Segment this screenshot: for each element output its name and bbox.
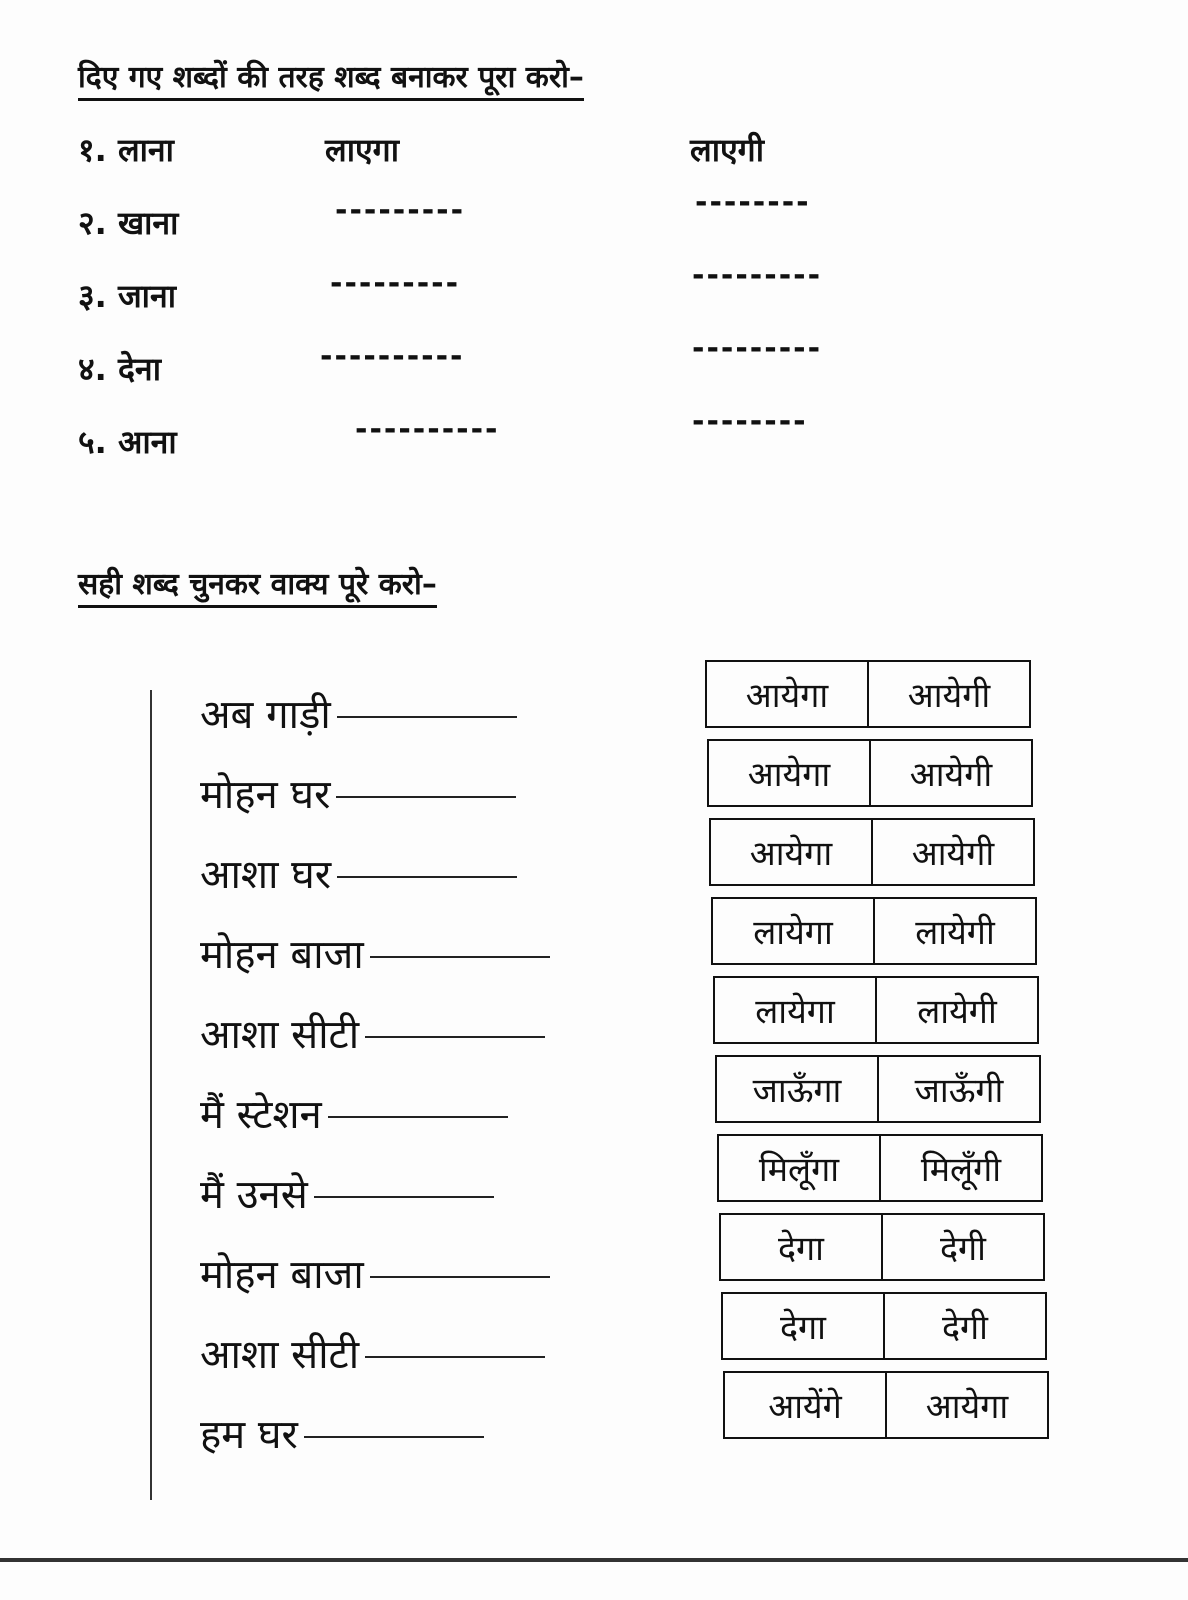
- fill-blank-line[interactable]: [328, 1116, 508, 1118]
- option-feminine[interactable]: देगी: [941, 1308, 988, 1348]
- option-feminine[interactable]: आयेगी: [911, 834, 995, 874]
- row-number: ४.: [78, 350, 107, 388]
- option-box: [713, 976, 1039, 1044]
- example-answer: लाएगी: [690, 131, 764, 169]
- option-masculine[interactable]: आयेंगे: [725, 1373, 887, 1437]
- fill-blank-line[interactable]: [337, 876, 517, 878]
- sentence-text: मोहन बाजा: [200, 1252, 364, 1298]
- section1-title: दिए गए शब्दों की तरह शब्द बनाकर पूरा करो–: [78, 55, 584, 101]
- option-masculine[interactable]: लायेगा: [715, 978, 877, 1042]
- option-box: [721, 1292, 1047, 1360]
- fill-blank-line[interactable]: [314, 1196, 494, 1198]
- option-box: [723, 1371, 1049, 1439]
- exercise-row: [78, 201, 178, 244]
- option-masculine[interactable]: आयेगा: [709, 741, 871, 805]
- option-box: [709, 818, 1035, 886]
- option-feminine[interactable]: लायेगी: [917, 992, 997, 1032]
- option-masculine[interactable]: आयेगा: [707, 662, 869, 726]
- sentence-text: अब गाड़ी: [200, 692, 331, 738]
- option-masculine[interactable]: देगा: [723, 1294, 885, 1358]
- option-masculine[interactable]: लायेगा: [713, 899, 875, 963]
- example-answer: लाएगा: [325, 131, 399, 169]
- option-feminine[interactable]: मिलूँगी: [920, 1150, 1002, 1190]
- sentence-item: [200, 1085, 508, 1140]
- row-number: १.: [78, 131, 107, 169]
- sentence-item: [200, 1005, 545, 1060]
- sentence-item: [200, 685, 517, 740]
- option-masculine[interactable]: जाऊँगा: [717, 1057, 879, 1121]
- answer-blank[interactable]: ----------: [355, 412, 500, 447]
- row-number: ५.: [78, 423, 107, 461]
- fill-blank-line[interactable]: [365, 1036, 545, 1038]
- sentence-item: [200, 845, 517, 900]
- margin-line: [150, 690, 152, 1500]
- row-number: ३.: [78, 277, 107, 315]
- section2-title: सही शब्द चुनकर वाक्य पूरे करो–: [78, 562, 437, 608]
- row-word: आना: [117, 423, 177, 461]
- option-feminine[interactable]: देगी: [939, 1229, 986, 1269]
- sentence-text: आशा सीटी: [200, 1012, 360, 1058]
- page-edge: [0, 1558, 1188, 1562]
- row-number: २.: [78, 204, 107, 242]
- option-box: [707, 739, 1033, 807]
- answer-blank[interactable]: ---------: [330, 266, 461, 301]
- option-masculine[interactable]: मिलूँगा: [719, 1136, 881, 1200]
- answer-blank[interactable]: ---------: [692, 258, 823, 293]
- fill-blank-line[interactable]: [336, 796, 516, 798]
- row-word: जाना: [117, 277, 177, 315]
- option-box: [715, 1055, 1041, 1123]
- answer-blank[interactable]: --------: [692, 404, 808, 439]
- sentence-text: मोहन घर: [200, 772, 331, 818]
- option-feminine[interactable]: जाऊँगी: [914, 1071, 1004, 1111]
- sentence-text: आशा सीटी: [200, 1332, 360, 1378]
- sentence-text: मैं स्टेशन: [200, 1092, 322, 1138]
- sentence-text: हम घर: [200, 1412, 298, 1458]
- option-masculine[interactable]: देगा: [721, 1215, 883, 1279]
- sentence-item: [200, 1245, 550, 1300]
- sentence-item: [200, 1405, 484, 1460]
- row-word: देना: [117, 350, 161, 388]
- fill-blank-line[interactable]: [337, 716, 517, 718]
- sentence-item: [200, 1325, 545, 1380]
- sentence-text: मैं उनसे: [200, 1172, 308, 1218]
- answer-blank[interactable]: ---------: [692, 331, 823, 366]
- exercise-row: [78, 128, 174, 171]
- sentence-text: आशा घर: [200, 852, 332, 898]
- answer-blank[interactable]: ---------: [335, 193, 466, 228]
- sentence-item: [200, 765, 516, 820]
- fill-blank-line[interactable]: [304, 1436, 484, 1438]
- fill-blank-line[interactable]: [365, 1356, 545, 1358]
- row-word: लाना: [117, 131, 174, 169]
- option-box: [719, 1213, 1045, 1281]
- sentence-item: [200, 925, 550, 980]
- row-word: खाना: [117, 204, 179, 242]
- answer-blank[interactable]: --------: [695, 185, 811, 220]
- exercise-row: [78, 274, 176, 317]
- option-feminine[interactable]: आयेगा: [925, 1387, 1009, 1427]
- exercise-row: [78, 347, 161, 390]
- option-feminine[interactable]: लायेगी: [915, 913, 995, 953]
- option-box: [711, 897, 1037, 965]
- sentence-text: मोहन बाजा: [200, 932, 364, 978]
- sentence-item: [200, 1165, 494, 1220]
- fill-blank-line[interactable]: [370, 1276, 550, 1278]
- fill-blank-line[interactable]: [370, 956, 550, 958]
- exercise-row: [78, 420, 177, 463]
- option-masculine[interactable]: आयेगा: [711, 820, 873, 884]
- answer-blank[interactable]: ----------: [320, 339, 465, 374]
- option-feminine[interactable]: आयेगी: [907, 676, 991, 716]
- option-box: [705, 660, 1031, 728]
- option-box: [717, 1134, 1043, 1202]
- option-feminine[interactable]: आयेगी: [909, 755, 993, 795]
